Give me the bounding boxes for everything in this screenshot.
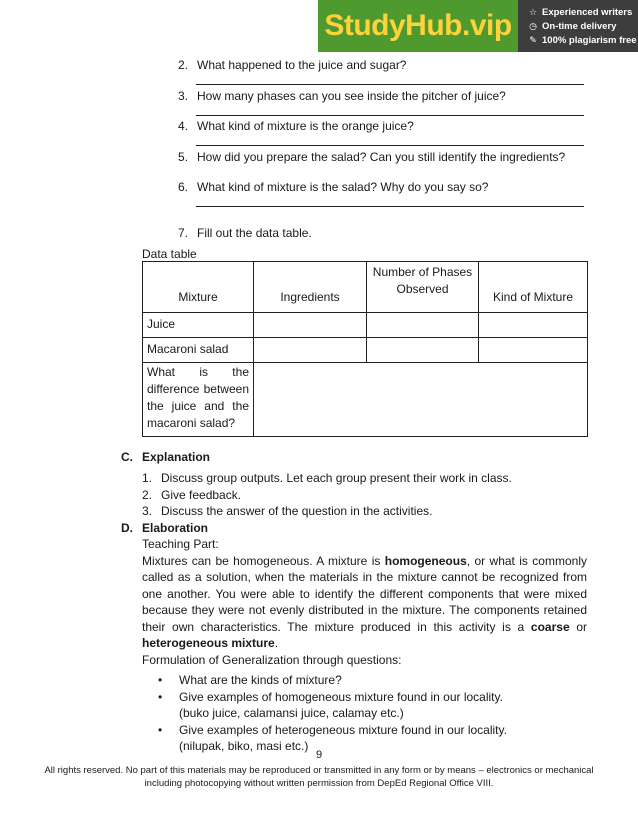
answer-line[interactable]	[196, 206, 584, 207]
section-title-explanation: Explanation	[142, 450, 211, 464]
page-number: 9	[315, 749, 323, 761]
studyhub-banner[interactable]	[318, 0, 638, 52]
list-item	[142, 488, 582, 505]
bullet-icon: •	[158, 689, 163, 704]
question-text: What kind of mixture is the salad? Why do you say so?	[197, 180, 489, 194]
bullet-item	[142, 689, 587, 722]
question-row-label: What is the difference between the juice and the macaroni salad?	[143, 363, 254, 437]
section-letter: D.	[121, 521, 133, 535]
data-table	[142, 261, 588, 437]
row-label: Macaroni salad	[147, 342, 229, 356]
paragraph-text: or	[569, 619, 587, 634]
section-title-elaboration: Elaboration	[142, 521, 209, 535]
feature-text: 100% plagiarism free	[542, 34, 637, 46]
teaching-part-label: Teaching Part:	[142, 537, 219, 551]
bullet-text: Give examples of heterogeneous mixture found in our locality.	[179, 722, 507, 737]
question-number: 7.	[178, 226, 189, 240]
bullet-subtext: (buko juice, calamansi juice, calamay etc.)	[179, 706, 404, 720]
question-number: 4.	[178, 119, 189, 133]
bullet-icon: •	[158, 673, 163, 687]
bullet-subtext: (nilupak, biko, masi etc.)	[179, 739, 309, 753]
question-number: 5.	[178, 150, 189, 164]
row-label: Juice	[147, 317, 176, 331]
header-mixture: Mixture	[178, 290, 218, 304]
feature-text: On-time delivery	[542, 20, 617, 32]
item-number: 3.	[142, 504, 153, 518]
question-text: What happened to the juice and sugar?	[197, 58, 407, 72]
table-input-cell[interactable]	[479, 338, 588, 363]
explanation-list	[142, 471, 582, 521]
bold-term: homogeneous	[384, 553, 467, 568]
elaboration-body	[142, 536, 587, 755]
bullet-text: Give examples of homogeneous mixture found in our locality.	[179, 689, 503, 704]
header-phases: Number of Phases Observed	[372, 265, 473, 296]
paragraph-text: , or what is commonly called as a solution, when the materials in the mixture cannot be recognized from one another. You were able to identify the different components that were mixed because they were not evenly distributed in the mixture. The components retained their own characteristics. The mixture produced in this activity is a	[142, 553, 587, 634]
paragraph-text: .	[274, 636, 279, 650]
feature-on-time-delivery	[528, 21, 638, 32]
table-row	[143, 363, 588, 437]
bullet-icon: •	[158, 722, 163, 737]
item-text: Discuss the answer of the question in the activities.	[161, 504, 433, 518]
row-label-cell	[143, 338, 254, 363]
feature-text: Experienced writers	[542, 6, 633, 18]
question-number: 6.	[178, 180, 189, 194]
list-item	[142, 504, 582, 521]
feature-experienced-writers	[528, 7, 638, 18]
section-letter: C.	[121, 450, 133, 464]
table-input-cell[interactable]	[479, 313, 588, 338]
bullet-item	[142, 672, 587, 689]
item-number: 2.	[142, 487, 153, 502]
table-input-cell[interactable]	[367, 313, 479, 338]
banner-features	[518, 0, 638, 52]
header-cell	[367, 262, 479, 313]
copyright-footer: All rights reserved. No part of this materials may be reproduced or transmitted in any form or by means – electronics or mechanical including photocopying without written permission from DepEd Regional Office VIII.	[44, 765, 594, 789]
paragraph-text: Mixtures can be homogeneous. A mixture is	[142, 553, 385, 568]
clock-icon: ◷	[529, 20, 537, 31]
question-text: How did you prepare the salad? Can you still identify the ingredients?	[197, 150, 566, 164]
bold-term: heterogeneous mixture	[142, 636, 275, 650]
answer-line[interactable]	[196, 145, 584, 146]
item-number: 1.	[142, 471, 153, 485]
question-number: 2.	[178, 58, 189, 72]
item-text: Discuss group outputs. Let each group present their work in class.	[161, 471, 512, 485]
header-kind: Kind of Mixture	[492, 290, 574, 304]
header-ingredients: Ingredients	[280, 290, 340, 304]
elaboration-paragraph	[142, 553, 587, 652]
table-input-cell[interactable]	[254, 313, 367, 338]
question-number: 3.	[178, 89, 189, 103]
pencil-icon: ✎	[529, 34, 537, 45]
answer-line[interactable]	[196, 115, 584, 116]
header-cell	[143, 262, 254, 313]
formulation-label: Formulation of Generalization through questions:	[142, 652, 402, 667]
studyhub-logo[interactable]: StudyHub.vip	[318, 0, 518, 52]
header-cell	[254, 262, 367, 313]
table-row	[143, 313, 588, 338]
item-text: Give feedback.	[161, 487, 242, 502]
table-header-row	[143, 262, 588, 313]
table-input-cell[interactable]	[254, 363, 588, 437]
bullet-text: What are the kinds of mixture?	[179, 673, 342, 687]
table-row	[143, 338, 588, 363]
table-input-cell[interactable]	[367, 338, 479, 363]
feature-plagiarism-free	[528, 35, 638, 46]
question-text: What kind of mixture is the orange juice?	[197, 119, 414, 133]
row-label-cell	[143, 313, 254, 338]
question-text: How many phases can you see inside the pitcher of juice?	[197, 89, 506, 103]
star-icon: ☆	[528, 6, 538, 17]
table-input-cell[interactable]	[254, 338, 367, 363]
list-item	[142, 471, 582, 488]
table-caption: Data table	[142, 247, 197, 261]
header-cell	[479, 262, 588, 313]
question-text: Fill out the data table.	[197, 226, 312, 240]
bold-term: coarse	[530, 619, 570, 634]
answer-line[interactable]	[196, 84, 584, 85]
